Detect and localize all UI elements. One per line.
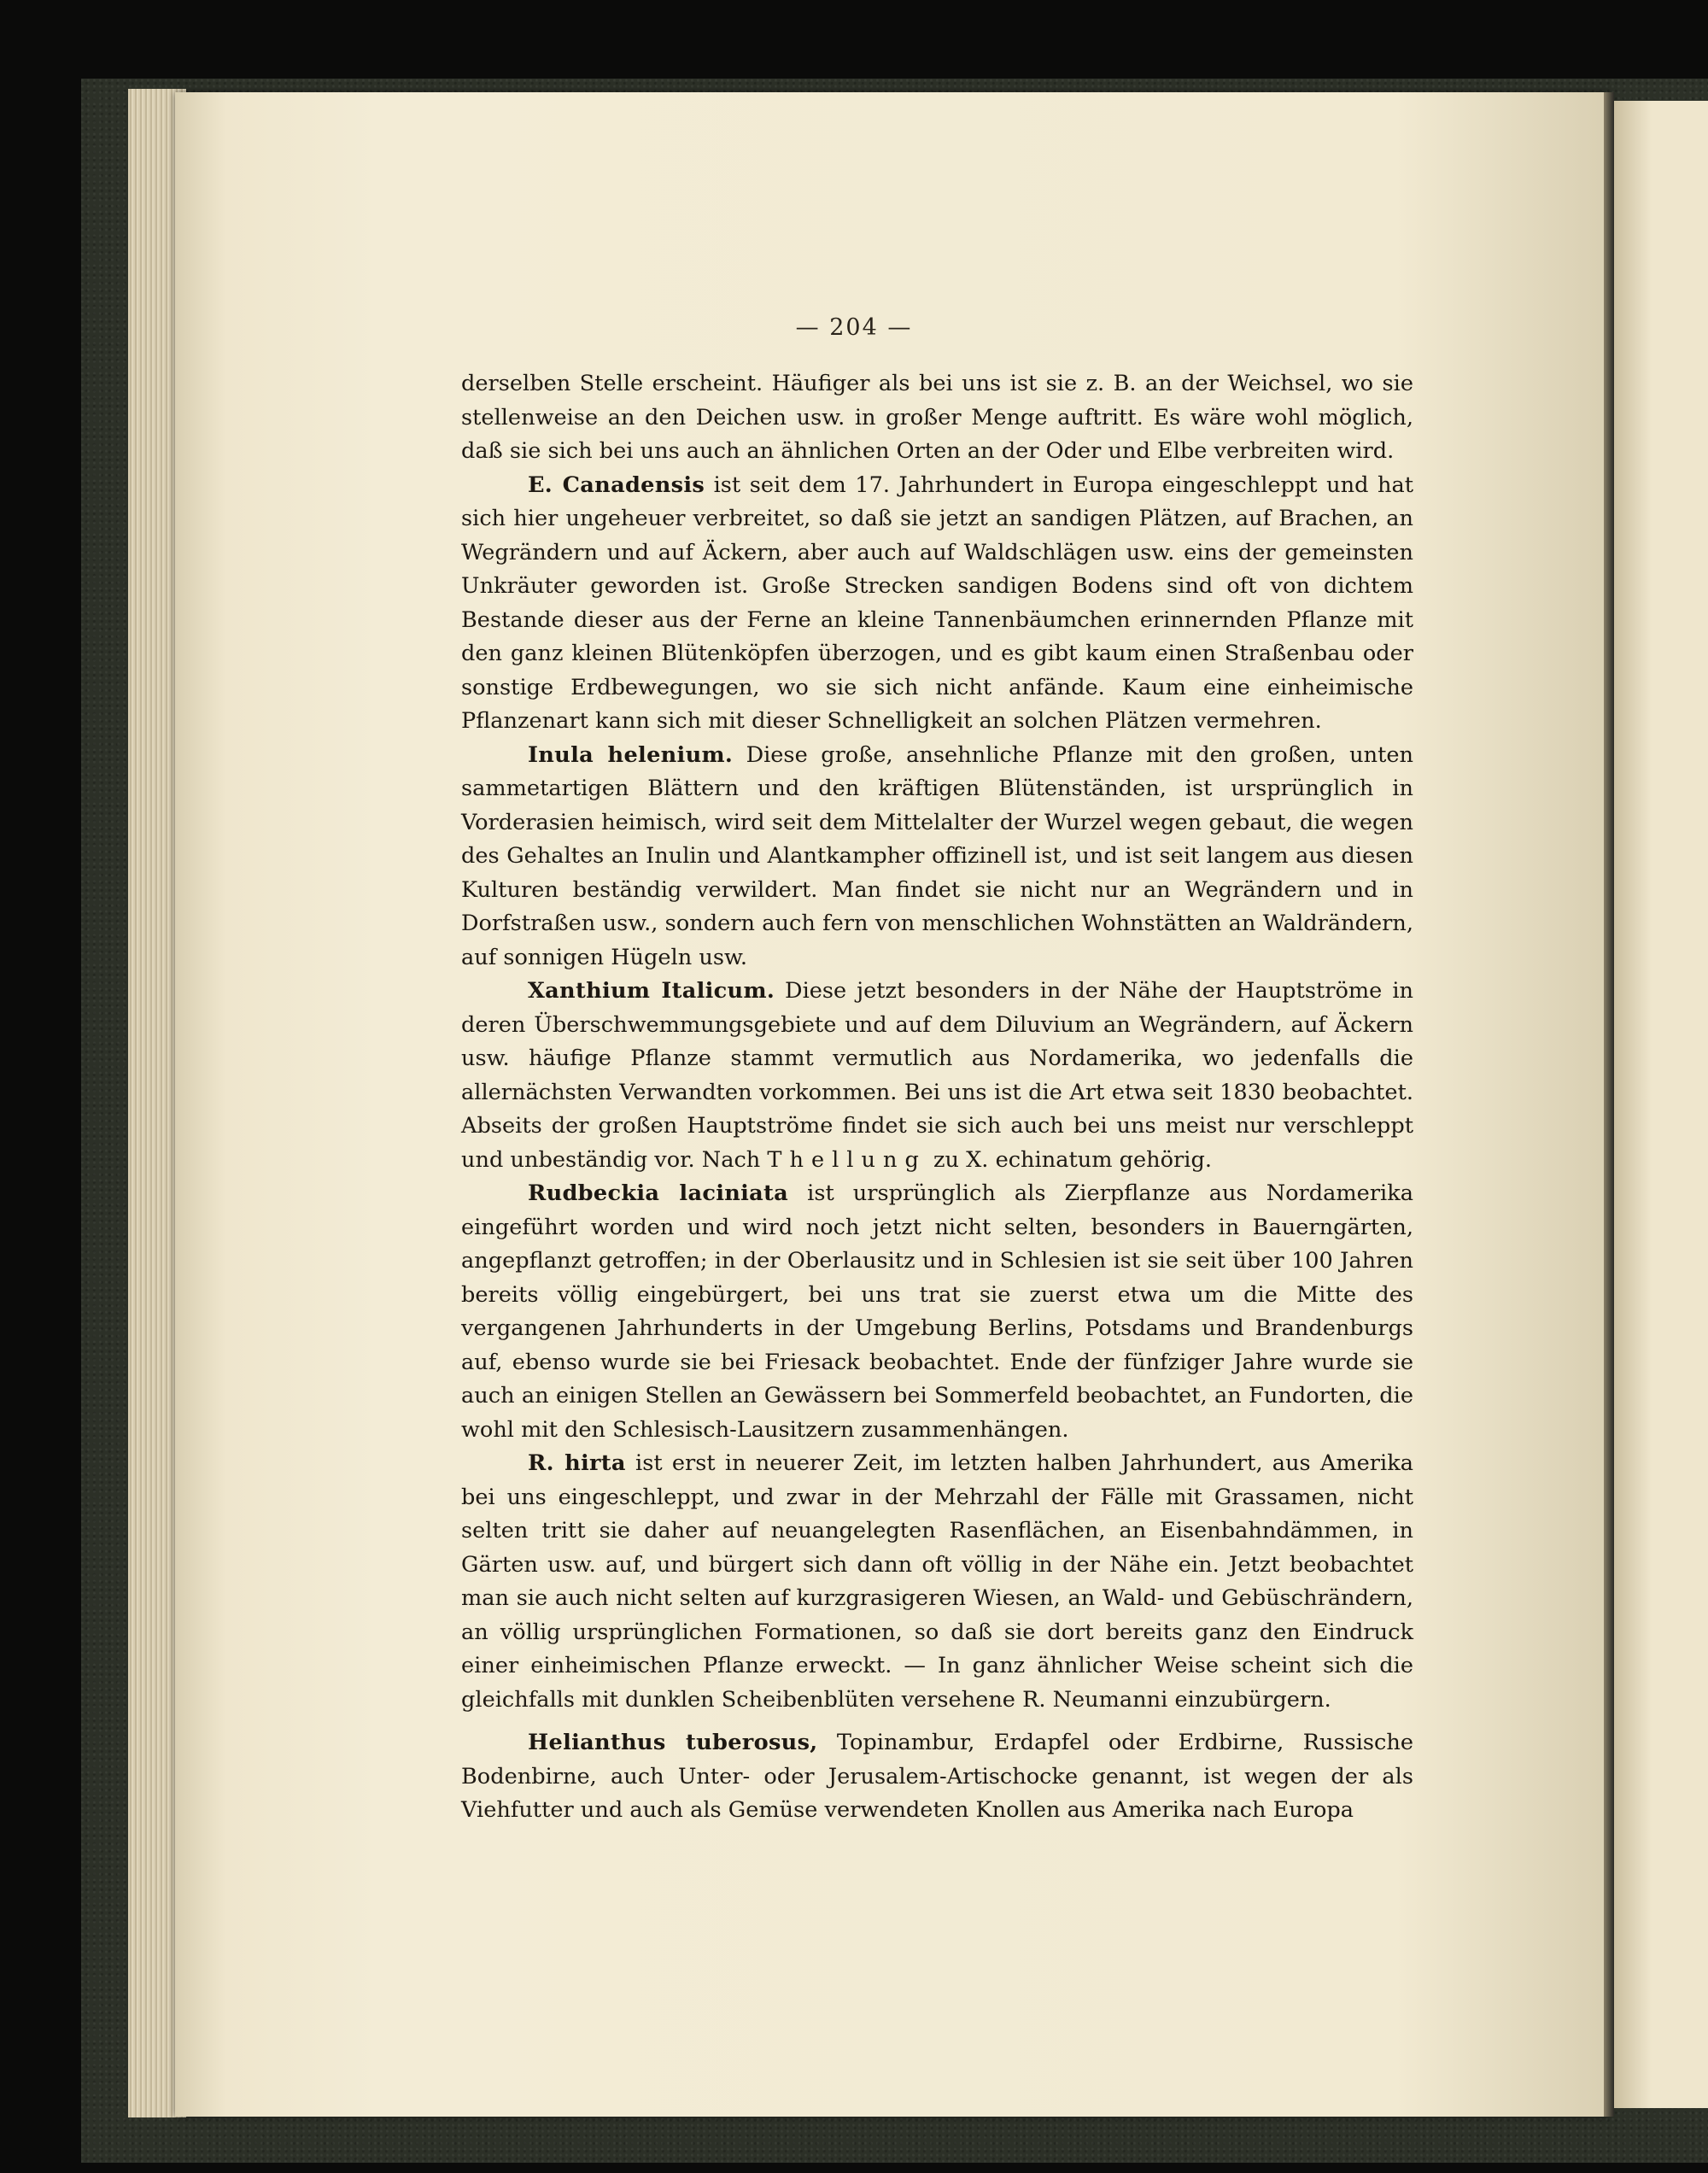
author-name: Thellung: [767, 1146, 927, 1173]
species-name: R. hirta: [528, 1450, 626, 1476]
paragraph-text: derselben Stelle erscheint. Häufiger als bei uns ist sie z. B. an der Weichsel, wo sie stellenweise an den Deichen usw. in großer Menge auftritt. Es wäre wohl möglich, daß sie sich bei uns auch an ähnlichen Orten an der Oder und Elbe verbreiten wird.: [461, 371, 1413, 464]
species-name: Helianthus tuberosus,: [528, 1730, 818, 1755]
paragraph-text: ist ursprünglich als Zierpflanze aus Nordamerika eingeführt worden und wird noch jetzt nicht selten, besonders in Bauerngärten, angepflanzt getroffen; in der Oberlausitz und in Schlesien ist sie seit über 100 Jahren bereits völlig eingebürgert, bei uns trat sie zuerst etwa um die Mitte des vergangenen Jahrhunderts in der Umgebung Berlins, Potsdams und Brandenburgs auf, ebenso wurde sie bei Friesack beobachtet. Ende der fünfziger Jahre wurde sie auch an einigen Stellen an Gewässern bei Sommerfeld beobachtet, an Fundorten, die wohl mit den Schlesisch-Lausitzern zusammenhängen.: [461, 1180, 1414, 1443]
paragraph-text: Diese jetzt besonders in der Nähe der Hauptströme in deren Überschwemmungsgebiete und auf dem Diluvium an Wegrändern, auf Äckern usw. häufige Pflanze stammt vermutlich aus Nordamerika, wo jedenfalls die allernächsten Verwandten vorkommen. Bei uns ist die Art etwa seit 1830 beobachtet. Abseits der großen Hauptströme findet sie sich auch bei uns meist nur verschleppt und unbeständig vor. Nach: [461, 978, 1413, 1173]
paragraph-text: ist seit dem 17. Jahrhundert in Europa eingeschleppt und hat sich hier ungeheuer verbreitet, so daß sie jetzt an sandigen Plätzen, auf Brachen, an Wegrändern und auf Äckern, aber auch auf Waldschlägen usw. eins der gemeinsten Unkräuter geworden ist. Große Strecken sandigen Bodens sind oft von dichtem Bestande dieser aus der Ferne an kleine Tannenbäumchen erinnernden Pflanze mit den ganz kleinen Blütenköpfen überzogen, und es gibt kaum einen Straßenbau oder sonstige Erdbewegungen, wo sie sich nicht anfände. Kaum eine einheimische Pflanzenart kann sich mit dieser Schnelligkeit an solchen Plätzen vermehren.: [461, 472, 1414, 734]
paragraph-text: ist erst in neuerer Zeit, im letzten halben Jahrhundert, aus Amerika bei uns eingeschleppt, und zwar in der Mehrzahl der Fälle mit Grassamen, nicht selten tritt sie daher auf neuangelegten Rasenflächen, an Eisenbahndämmen, in Gärten usw. auf, und bürgert sich dann oft völlig in der Nähe ein. Jetzt beobachtet man sie auch nicht selten auf kurzgrasigeren Wiesen, an Wald- und Gebüschrändern, an völlig ursprünglichen Formationen, so daß sie dort bereits ganz den Eindruck einer einheimischen Pflanze erweckt. — In ganz ähnlicher Weise scheint sich die gleichfalls mit dunklen Scheibenblüten versehene R. Neumanni einzubürgern.: [461, 1450, 1413, 1713]
paragraph-text: Diese große, ansehnliche Pflanze mit den großen, unten sammetartigen Blättern und den kräftigen Blütenständen, ist ursprünglich in Vorderasien heimisch, wird seit dem Mittelalter der Wurzel wegen gebaut, die wegen des Gehaltes an Inulin und Alantkampher offizinell ist, und ist seit langem aus diesen Kulturen beständig verwildert. Man findet sie nicht nur an Wegrändern und in Dorfstraßen usw., sondern auch fern von menschlichen Wohnstätten an Waldrändern, auf sonnigen Hügeln usw.: [461, 741, 1414, 970]
page-text: [461, 367, 1413, 1828]
paragraph: [461, 1177, 1413, 1447]
species-name: Xanthium Italicum.: [528, 978, 775, 1004]
species-name: E. Canadensis: [528, 472, 705, 498]
facing-page-edge: [1614, 101, 1708, 2108]
paragraph: [461, 739, 1413, 975]
page-number: — 204 —: [795, 314, 913, 341]
paragraph: [461, 975, 1413, 1177]
paragraph-text: Topinambur, Erdapfel oder Erdbirne, Russische Bodenbirne, auch Unter- oder Jerusalem-Artischocke genannt, ist wegen der als Viehfutter und auch als Gemüse verwendeten Knollen aus Amerika nach Europa: [461, 1730, 1413, 1823]
paragraph: [461, 469, 1413, 739]
paragraph: [461, 1726, 1413, 1828]
paragraph: [461, 367, 1413, 469]
species-name: Rudbeckia laciniata: [528, 1180, 789, 1206]
species-name: Inula helenium.: [528, 741, 734, 768]
book-gutter: [1604, 92, 1614, 2117]
paragraph: [461, 1447, 1413, 1717]
paragraph-text: zu X. echinatum gehörig.: [926, 1146, 1212, 1173]
